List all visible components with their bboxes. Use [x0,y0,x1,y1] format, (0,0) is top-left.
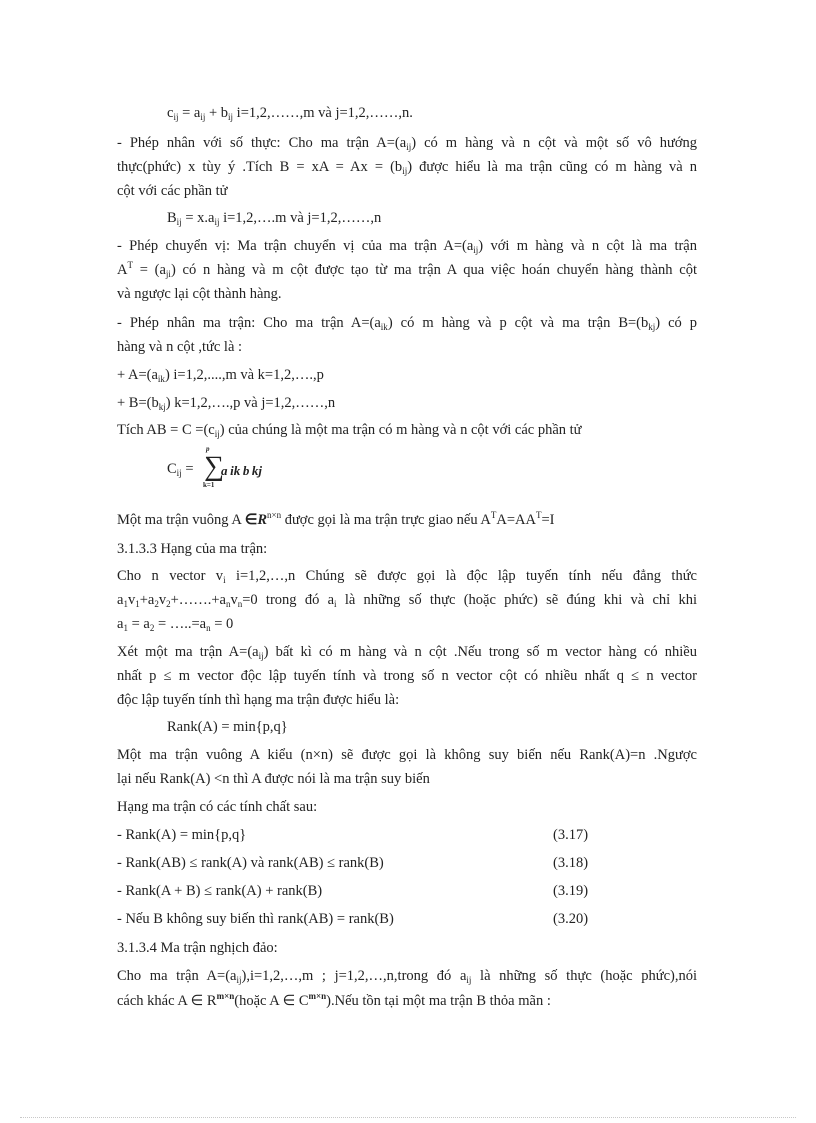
subscript: kj [158,402,166,412]
property-text: - Rank(AB) ≤ rank(A) và rank(AB) ≤ rank(B) [117,855,384,871]
subscript: ik [380,322,388,332]
subscript: ij [466,975,472,985]
subscript: kj [648,322,656,332]
subscript: ij [176,217,182,227]
text: ) bất kì có m hàng và n cột .Nếu trong số m vector hàng có nhiều [263,644,697,660]
text: Xét một ma trận A=(a [117,644,259,660]
text: ) với m hàng và n cột là ma trận [478,238,697,254]
paragraph-line: độc lập tuyến tính thì hạng ma trận được hiểu là: [117,692,400,708]
text: - Phép nhân ma trận: Cho ma trận A=(a [117,315,381,331]
subscript: ik [157,374,165,384]
subscript: ij [214,217,220,227]
text: - Phép nhân với số thực: Cho ma trận A=(a [117,135,407,151]
text: ) có m hàng và n cột và một số vô hướng [411,135,698,151]
text: + B=(b [117,395,159,411]
text: = [181,461,194,477]
subscript: ji [165,269,171,279]
superscript: m×n [216,991,235,1001]
element-of-symbol: ∈ [244,512,258,528]
text: v [127,592,136,608]
summation-formula [167,447,307,497]
sum-lower-limit: k=1 [203,481,215,489]
text: +a [139,592,155,608]
superscript: m×n [308,991,327,1001]
paragraph-line: Một ma trận vuông A kiểu (n×n) sẽ được gọi là không suy biến nếu Rank(A)=n .Ngược [117,747,697,763]
subscript: ij [214,429,220,439]
text: i=1,2,……,m và j=1,2,……,n. [233,105,413,121]
subscript: 1 [123,599,128,609]
paragraph-line [117,261,697,279]
subscript: 2 [166,599,171,609]
text: c [167,105,174,121]
paragraph-line [117,591,697,609]
page-bottom-divider [20,1117,796,1118]
text: là những số thực (hoặc phức),nói [471,968,698,984]
subscript: n [237,599,243,609]
equation-number: (3.18) [553,855,589,871]
text: ) có n hàng và m cột được tạo từ ma trận A qua việc hoán chuyển hàng thành cột [170,262,697,278]
text: ) có m hàng và p cột và ma trận B=(b [387,315,649,331]
text: cách khác A ∈ R [117,993,217,1009]
text: = (a [132,262,166,278]
text: Một ma trận vuông A [117,512,245,528]
superscript: T [127,260,133,270]
superscript: n×n [267,510,282,520]
text: a [117,616,124,632]
paragraph-line [117,134,697,152]
subscript: ij [402,166,408,176]
text: ) k=1,2,….,p và j=1,2,……,n [165,395,336,411]
text: ) có p [655,315,698,331]
text: được gọi là ma trận trực giao nếu A [281,512,491,528]
equation-number: (3.19) [553,883,589,899]
paragraph-line [117,511,697,529]
text: ),i=1,2,…,m ; j=1,2,…,n,trong đó a [241,968,467,984]
subscript: ij [200,112,206,122]
superscript: T [535,510,542,520]
text: v [230,592,238,608]
sum-term: a ik b kj [221,463,263,478]
list-item [117,394,697,412]
subscript: ij [258,651,264,661]
text: = x.a [181,210,215,226]
paragraph-line [117,992,697,1010]
text: a [117,592,124,608]
paragraph-line [117,314,697,332]
paragraph-line [117,158,697,176]
subscript: ij [236,975,242,985]
text: =0 trong đó a [242,592,335,608]
subscript: 2 [154,599,159,609]
paragraph-line: Hạng ma trận có các tính chất sau: [117,799,318,815]
subscript: i [334,599,337,609]
text: B [167,210,177,226]
paragraph-line [117,421,697,439]
equation-number: (3.17) [553,827,589,843]
text: (hoặc A ∈ C [234,993,309,1009]
subscript: i [223,575,226,585]
text: thực(phức) x tùy ý .Tích B = xA = Ax = (b [117,159,403,175]
text: là những số thực (hoặc phức) sẽ đúng khi và chỉ khi [336,592,697,608]
paragraph-line [117,643,697,661]
text: A [117,262,128,278]
property-line [117,854,697,872]
subscript: 1 [135,599,140,609]
subscript: ij [176,468,182,478]
text: ) i=1,2,....,m và k=1,2,….,p [164,367,324,383]
text: Cho n vector v [117,568,224,584]
text: = 0 [210,616,234,632]
paragraph-line: hàng và n cột ,tức là : [117,339,243,355]
property-line [117,826,697,844]
subscript: ij [406,142,412,152]
text: =I [541,512,555,528]
subscript: ij [228,112,234,122]
superscript: T [490,510,497,520]
paragraph-line [117,567,697,585]
property-line [117,882,697,900]
text: - Phép chuyển vị: Ma trận chuyển vị của ma trận A=(a [117,238,474,254]
text: ) được hiểu là ma trận cũng có m hàng và n [407,159,697,175]
text: v [158,592,167,608]
real-set-symbol: R [257,512,267,528]
property-text: - Rank(A + B) ≤ rank(A) + rank(B) [117,883,323,899]
text: Cho ma trận A=(a [117,968,237,984]
list-item [117,366,697,384]
text: ).Nếu tồn tại một ma trận B thỏa mãn : [326,993,551,1009]
paragraph-line: nhất p ≤ m vector độc lập tuyến tính và trong số n vector cột có nhiều nhất q ≤ n vector [117,668,697,684]
text: + A=(a [117,367,158,383]
text: +…….+a [170,592,226,608]
subscript: 1 [123,623,128,633]
paragraph-line [117,615,697,633]
subscript: n [225,599,231,609]
sum-upper-limit: p [206,445,210,453]
property-text: - Rank(A) = min{p,q} [117,827,247,843]
text: = a [127,616,150,632]
paragraph-line [117,237,697,255]
sigma-symbol: ∑ [204,451,224,482]
text: = …..=a [154,616,207,632]
subscript: n [206,623,211,633]
text: + b [205,105,229,121]
equation-number: (3.20) [553,911,589,927]
property-line [117,910,697,928]
paragraph-line [117,967,697,985]
property-text: - Nếu B không suy biến thì rank(AB) = rank(B) [117,911,394,927]
section-heading: 3.1.3.4 Ma trận nghịch đảo: [117,940,278,956]
matrix-sum-formula [167,104,747,122]
paragraph-line: và ngược lại cột thành hàng. [117,286,282,302]
text: C [167,461,177,477]
text: Tích AB = C =(c [117,422,215,438]
section-heading: 3.1.3.3 Hạng của ma trận: [117,541,268,557]
paragraph-line: lại nếu Rank(A) <n thì A được nói là ma trận suy biến [117,771,430,787]
paragraph-line: cột với các phần tử [117,183,228,199]
subscript: ij [473,245,479,255]
subscript: ij [173,112,179,122]
formula-lhs [167,461,194,478]
text: i=1,2,…,n Chúng sẽ được gọi là độc lập tuyến tính nếu đẳng thức [225,568,697,584]
text: i=1,2,….m và j=1,2,……,n [219,210,382,226]
rank-formula: Rank(A) = min{p,q} [167,719,288,735]
scalar-product-formula [167,209,747,227]
subscript: 2 [149,623,155,633]
text: A=AA [496,512,536,528]
text: ) của chúng là một ma trận có m hàng và n cột với các phần tử [219,422,582,438]
text: = a [178,105,201,121]
